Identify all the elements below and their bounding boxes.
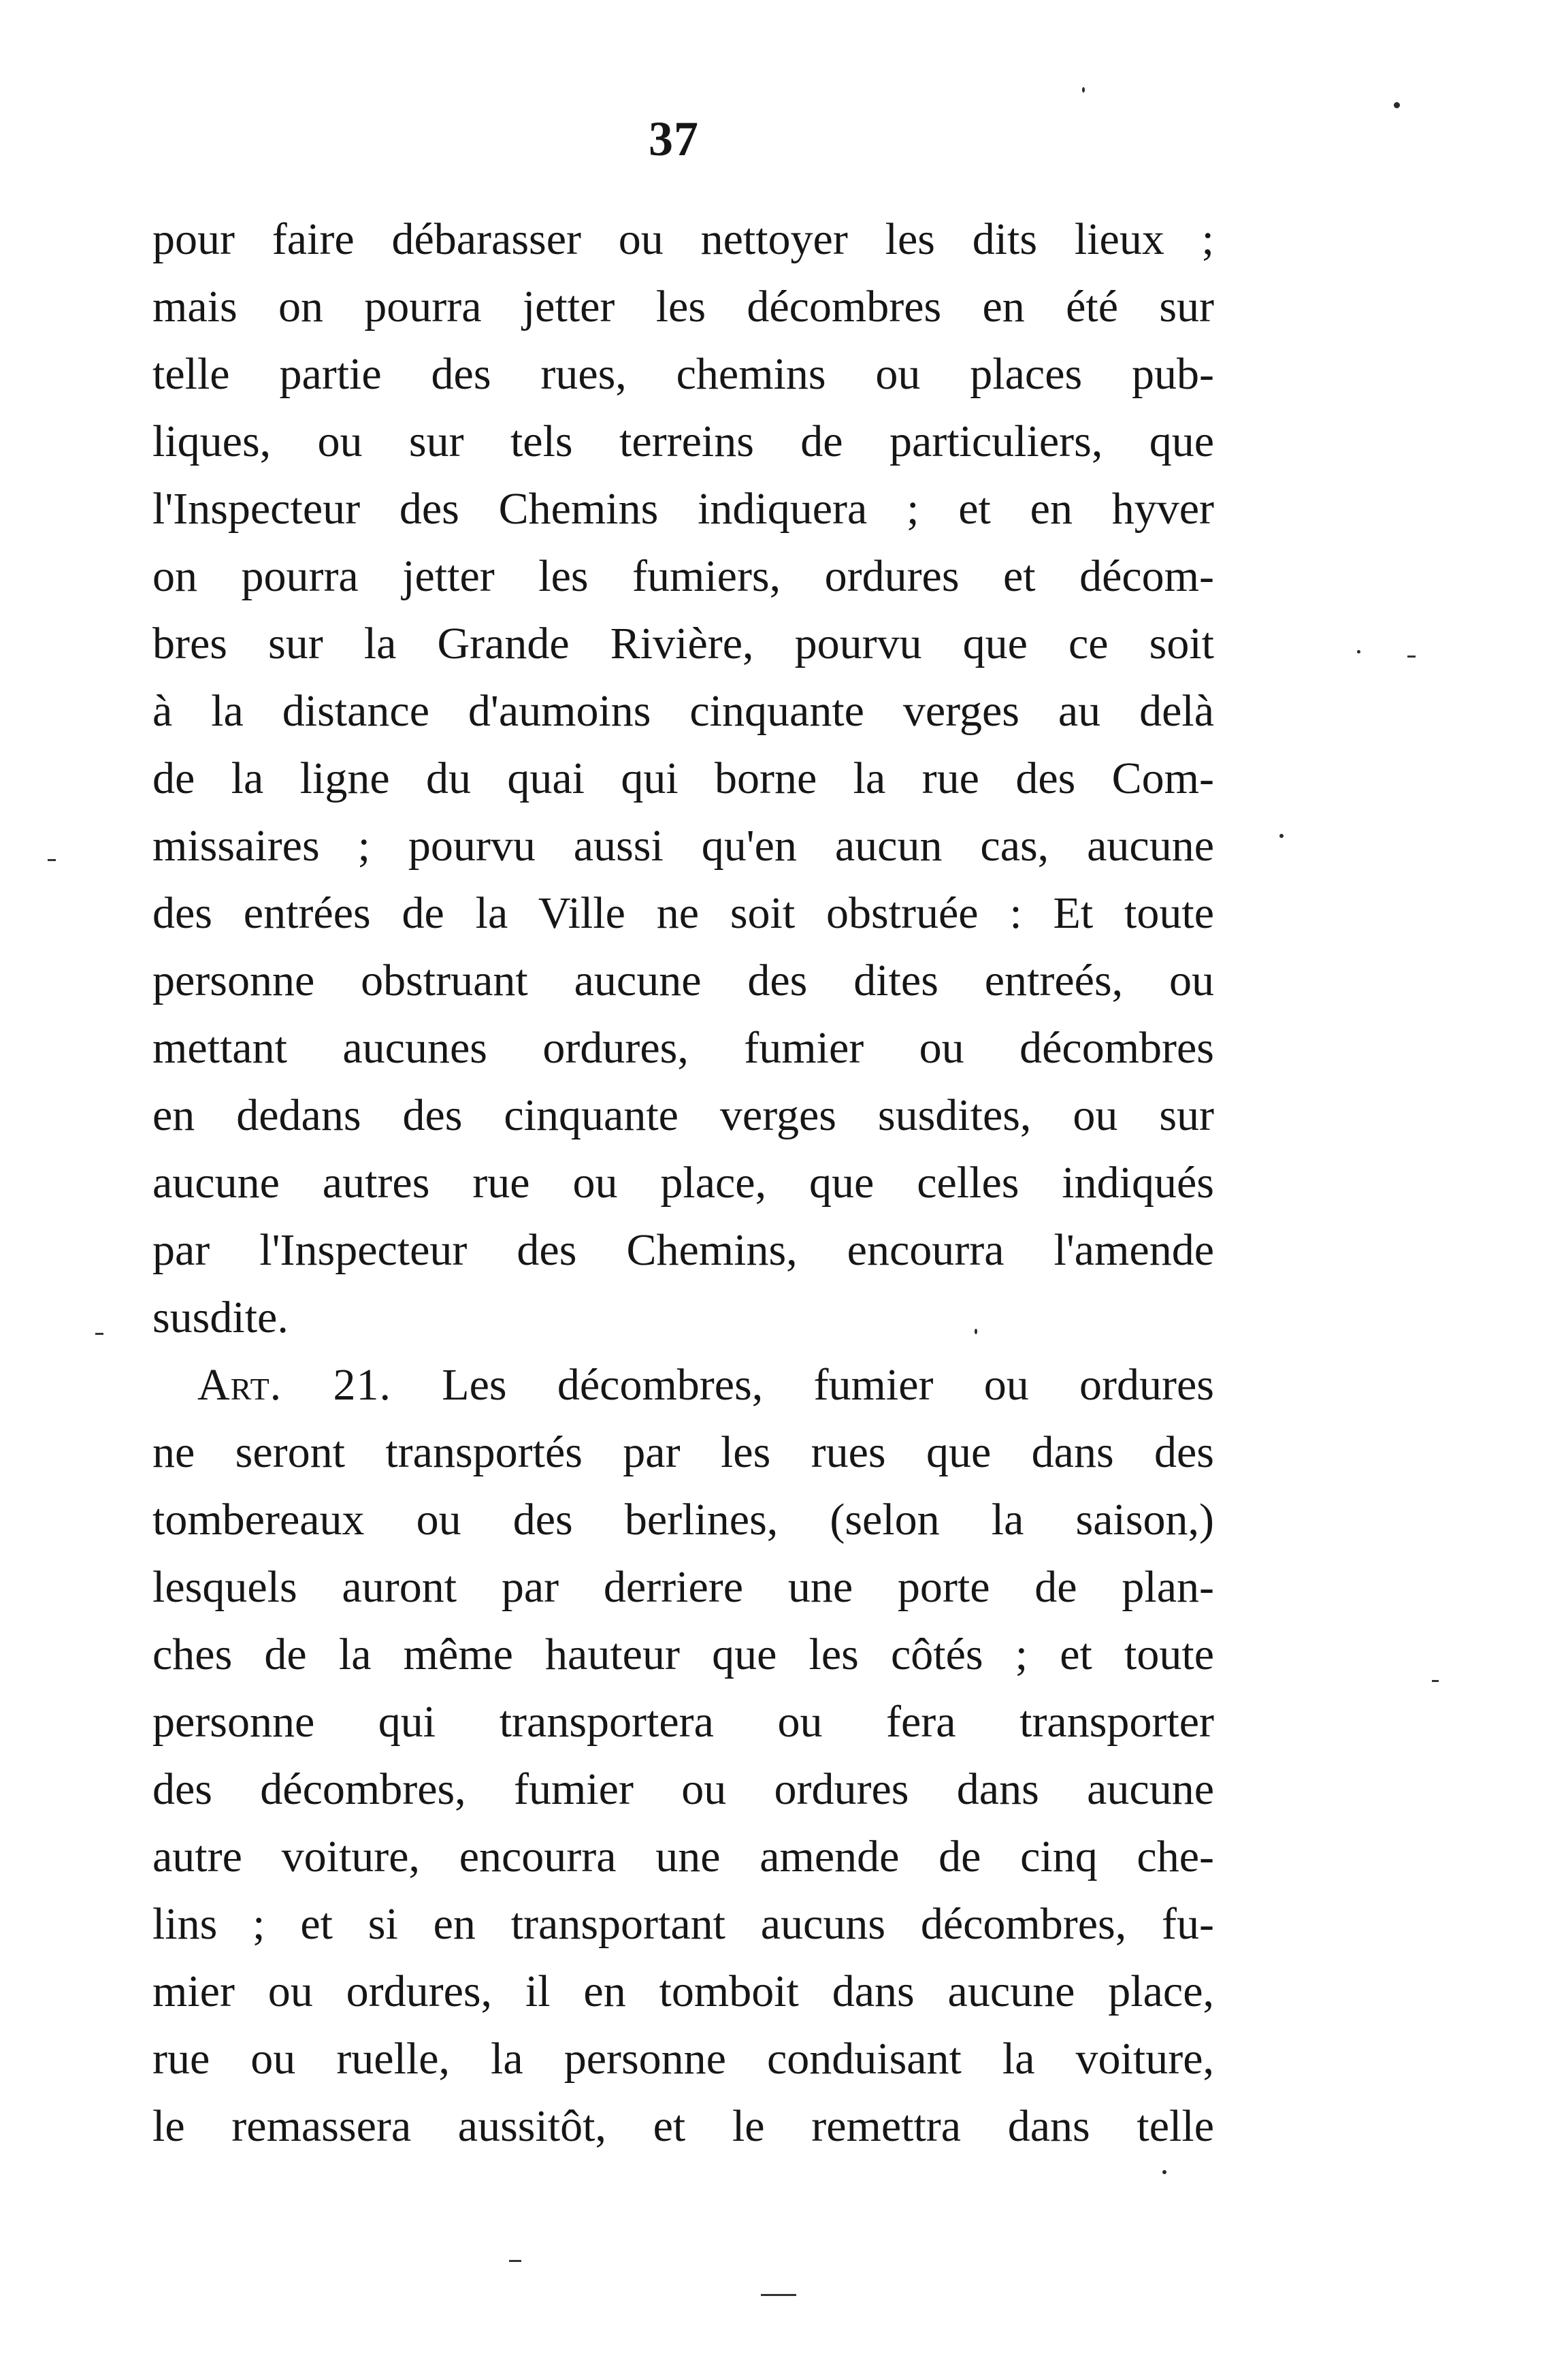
scan-mark bbox=[95, 1333, 103, 1335]
scan-speck bbox=[1162, 2170, 1166, 2174]
text-line: ne seront transportés par les rues que dans des bbox=[152, 1427, 1214, 1477]
scan-mark bbox=[48, 859, 56, 861]
scan-speck bbox=[1394, 102, 1400, 108]
text-line: le remassera aussitôt, et le remettra dans telle bbox=[152, 2101, 1214, 2151]
scan-speck bbox=[975, 1329, 977, 1334]
body-text bbox=[152, 206, 1214, 2160]
text-line: mier ou ordures, il en tomboit dans aucune place, bbox=[152, 1967, 1214, 2016]
text-line: personne obstruant aucune des dites entreés, ou bbox=[152, 956, 1214, 1005]
text-line: missaires ; pourvu aussi qu'en aucun cas, aucune bbox=[152, 821, 1214, 871]
text-line: tombereaux ou des berlines, (selon la saison,) bbox=[152, 1495, 1214, 1545]
text-line: l'Inspecteur des Chemins indiquera ; et en hyver bbox=[152, 484, 1214, 534]
article-label: Art. 21. bbox=[197, 1360, 391, 1410]
text-line: on pourra jetter les fumiers, ordures et décom- bbox=[152, 551, 1214, 601]
text-line: mais on pourra jetter les décombres en été sur bbox=[152, 282, 1214, 332]
text-line: lins ; et si en transportant aucuns décombres, fu- bbox=[152, 1899, 1214, 1949]
scan-mark bbox=[761, 2294, 796, 2296]
text-line: mettant aucunes ordures, fumier ou décombres bbox=[152, 1023, 1214, 1073]
text-line: liques, ou sur tels terreins de particuliers, que bbox=[152, 417, 1214, 466]
text-line: lesquels auront par derriere une porte de plan- bbox=[152, 1562, 1214, 1612]
text-line: par l'Inspecteur des Chemins, encourra l'amende bbox=[152, 1225, 1214, 1275]
scan-mark bbox=[1432, 1680, 1439, 1682]
text-line: en dedans des cinquante verges susdites, ou sur bbox=[152, 1090, 1214, 1140]
page-number: 37 bbox=[649, 112, 699, 166]
scan-mark bbox=[509, 2260, 521, 2262]
scan-speck bbox=[1357, 650, 1360, 653]
scan-mark bbox=[1407, 656, 1416, 658]
text-line: des entrées de la Ville ne soit obstruée : Et toute bbox=[152, 888, 1214, 938]
text-line: pour faire débarasser ou nettoyer les dits lieux ; bbox=[152, 214, 1214, 264]
text-line: aucune autres rue ou place, que celles indiqués bbox=[152, 1158, 1214, 1208]
text-line: de la ligne du quai qui borne la rue des Com- bbox=[152, 754, 1214, 803]
text-line: à la distance d'aumoins cinquante verges au delà bbox=[152, 686, 1214, 736]
text-line: personne qui transportera ou fera transporter bbox=[152, 1697, 1214, 1747]
text-line: rue ou ruelle, la personne conduisant la voiture, bbox=[152, 2034, 1214, 2084]
text-line: susdite. bbox=[152, 1293, 289, 1342]
article-first-line bbox=[152, 1351, 1214, 1419]
text-line: des décombres, fumier ou ordures dans aucune bbox=[152, 1764, 1214, 1814]
text-line: autre voiture, encourra une amende de cinq che- bbox=[152, 1832, 1214, 1881]
text-line: bres sur la Grande Rivière, pourvu que ce soit bbox=[152, 619, 1214, 668]
scan-speck bbox=[1279, 834, 1284, 838]
text-line: ches de la même hauteur que les côtés ; et toute bbox=[152, 1630, 1214, 1679]
article-text: Les décombres, fumier ou ordures bbox=[442, 1360, 1214, 1410]
scan-speck bbox=[1082, 87, 1085, 93]
text-line: telle partie des rues, chemins ou places pub- bbox=[152, 349, 1214, 399]
